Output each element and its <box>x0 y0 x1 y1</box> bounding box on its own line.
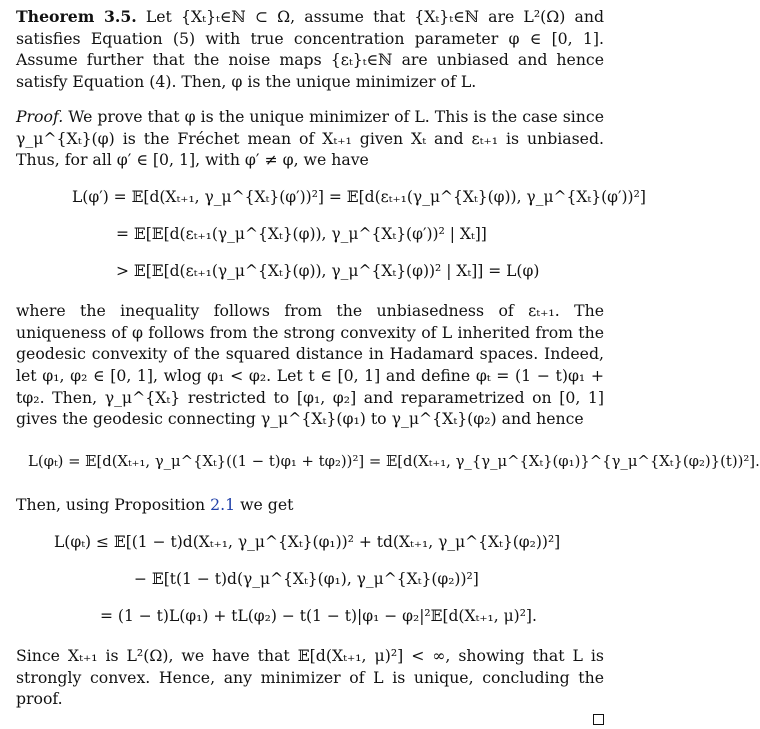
equation-1-line-2: = 𝔼[𝔼[d(εₜ₊₁(γ_μ^{Xₜ}(φ)), γ_μ^{Xₜ}(φ′))² | Xₜ]] <box>116 224 487 243</box>
equation-3-line-3: = (1 − t)L(φ₁) + tL(φ₂) − t(1 − t)|φ₁ − φ₂|²𝔼[d(Xₜ₊₁, μ)²]. <box>100 606 537 625</box>
equation-2-line: L(φₜ) = 𝔼[d(Xₜ₊₁, γ_μ^{Xₜ}((1 − t)φ₁ + tφ₂))²] = 𝔼[d(Xₜ₊₁, γ_{γ_μ^{Xₜ}(φ₁)}^{γ_μ^{Xₜ}(φ₂)}(t))²]. <box>28 452 760 470</box>
paragraph-proposition-suffix: we get <box>235 495 294 515</box>
equation-2 <box>16 438 760 484</box>
proof-label: Proof. <box>16 106 64 126</box>
equation-3 <box>16 524 604 635</box>
equation-1-line-1: L(φ′) = 𝔼[d(Xₜ₊₁, γ_μ^{Xₜ}(φ′))²] = 𝔼[d(εₜ₊₁(γ_μ^{Xₜ}(φ)), γ_μ^{Xₜ}(φ′))²] <box>72 187 646 206</box>
equation-1 <box>16 179 646 290</box>
paper-page <box>16 6 760 725</box>
theorem-text: Let {Xₜ}ₜ∈ℕ ⊂ Ω, assume that {Xₜ}ₜ∈ℕ are L²(Ω) and satisfies Equation (5) with true concentration parameter φ ∈ [0, 1]. Assume further that the noise maps {εₜ}ₜ∈ℕ are unbiased and hence satisfy Equation (4). Then, φ is the unique minimizer of L. <box>16 7 604 92</box>
equation-1-line-3: > 𝔼[𝔼[d(εₜ₊₁(γ_μ^{Xₜ}(φ)), γ_μ^{Xₜ}(φ))² | Xₜ]] = L(φ) <box>116 261 540 280</box>
theorem-paragraph <box>16 6 604 93</box>
equation-3-line-2: − 𝔼[t(1 − t)d(γ_μ^{Xₜ}(φ₁), γ_μ^{Xₜ}(φ₂))²] <box>134 569 479 588</box>
proof-intro-text: We prove that φ is the unique minimizer of L. This is the case since γ_μ^{Xₜ}(φ) is the Fréchet mean of Xₜ₊₁ given Xₜ and εₜ₊₁ is unbiased. Thus, for all φ′ ∈ [0, 1], with φ′ ≠ φ, we have <box>16 106 604 170</box>
equation-3-line-1: L(φₜ) ≤ 𝔼[(1 − t)d(Xₜ₊₁, γ_μ^{Xₜ}(φ₁))² + td(Xₜ₊₁, γ_μ^{Xₜ}(φ₂))²] <box>54 532 561 551</box>
paragraph-proposition-prefix: Then, using Proposition <box>16 495 211 515</box>
paragraph-proposition <box>16 494 604 516</box>
paragraph-conclusion: Since Xₜ₊₁ is L²(Ω), we have that 𝔼[d(Xₜ₊₁, μ)²] < ∞, showing that L is strongly convex. Hence, any minimizer of L is unique, concluding the proof. <box>16 645 604 709</box>
proof-intro-paragraph <box>16 106 604 171</box>
paragraph-uniqueness: where the inequality follows from the unbiasedness of εₜ₊₁. The uniqueness of φ follows from the strong convexity of L inherited from the geodesic convexity of the squared distance in Hadamard spaces. Indeed, let φ₁, φ₂ ∈ [0, 1], wlog φ₁ < φ₂. Let t ∈ [0, 1] and define φₜ = (1 − t)φ₁ + tφ₂. Then, γ_μ^{Xₜ} restricted to [φ₁, φ₂] and reparametrized on [0, 1] gives the geodesic connecting γ_μ^{Xₜ}(φ₁) to γ_μ^{Xₜ}(φ₂) and hence <box>16 300 604 429</box>
proposition-link[interactable]: 2.1 <box>210 495 236 515</box>
qed-square-icon <box>593 714 604 725</box>
theorem-label: Theorem 3.5. <box>16 7 137 26</box>
